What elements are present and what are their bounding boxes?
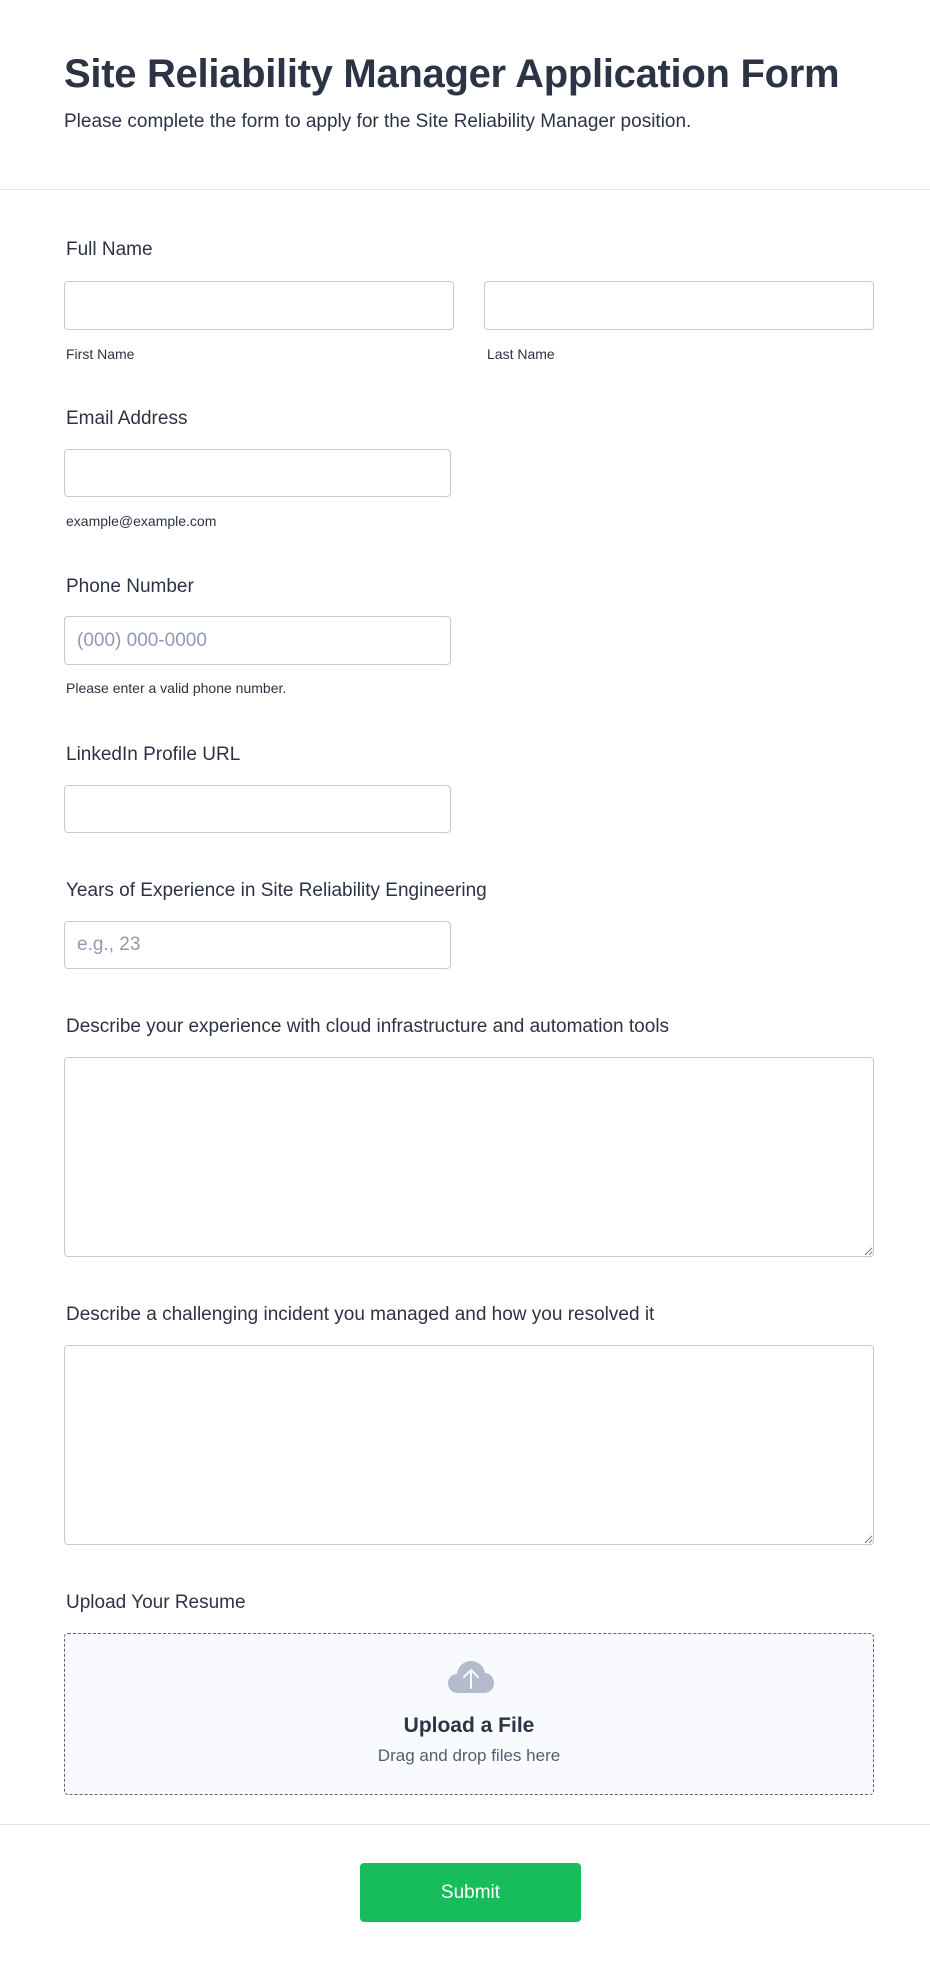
years-input[interactable]: [64, 921, 451, 969]
first-name-input[interactable]: [64, 281, 454, 330]
submit-button[interactable]: Submit: [360, 1863, 581, 1922]
email-label: Email Address: [66, 408, 188, 429]
cloud-upload-icon: [448, 1660, 494, 1694]
linkedin-label: LinkedIn Profile URL: [66, 744, 241, 765]
cloud-experience-textarea[interactable]: [64, 1057, 874, 1257]
file-dropzone[interactable]: [64, 1633, 874, 1795]
cloud-experience-label: Describe your experience with cloud infrastructure and automation tools: [66, 1016, 670, 1037]
last-name-sublabel: Last Name: [487, 346, 555, 362]
upload-title: Upload a File: [403, 1714, 535, 1737]
phone-sublabel: Please enter a valid phone number.: [66, 680, 287, 696]
last-name-input[interactable]: [484, 281, 874, 330]
email-sublabel: example@example.com: [66, 513, 217, 529]
phone-label: Phone Number: [66, 576, 194, 597]
full-name-label: Full Name: [66, 239, 153, 260]
page-title: Site Reliability Manager Application Form: [64, 52, 840, 96]
incident-label: Describe a challenging incident you managed and how you resolved it: [66, 1304, 655, 1325]
page-subtitle: Please complete the form to apply for the Site Reliability Manager position.: [64, 111, 692, 132]
phone-input[interactable]: [64, 616, 451, 665]
email-input[interactable]: [64, 449, 451, 497]
upload-hint: Drag and drop files here: [377, 1746, 561, 1765]
years-label: Years of Experience in Site Reliability Engineering: [66, 880, 487, 901]
resume-label: Upload Your Resume: [66, 1592, 246, 1613]
footer-divider: [0, 1824, 930, 1825]
incident-textarea[interactable]: [64, 1345, 874, 1545]
header-divider: [0, 189, 930, 190]
linkedin-input[interactable]: [64, 785, 451, 833]
first-name-sublabel: First Name: [66, 346, 135, 362]
